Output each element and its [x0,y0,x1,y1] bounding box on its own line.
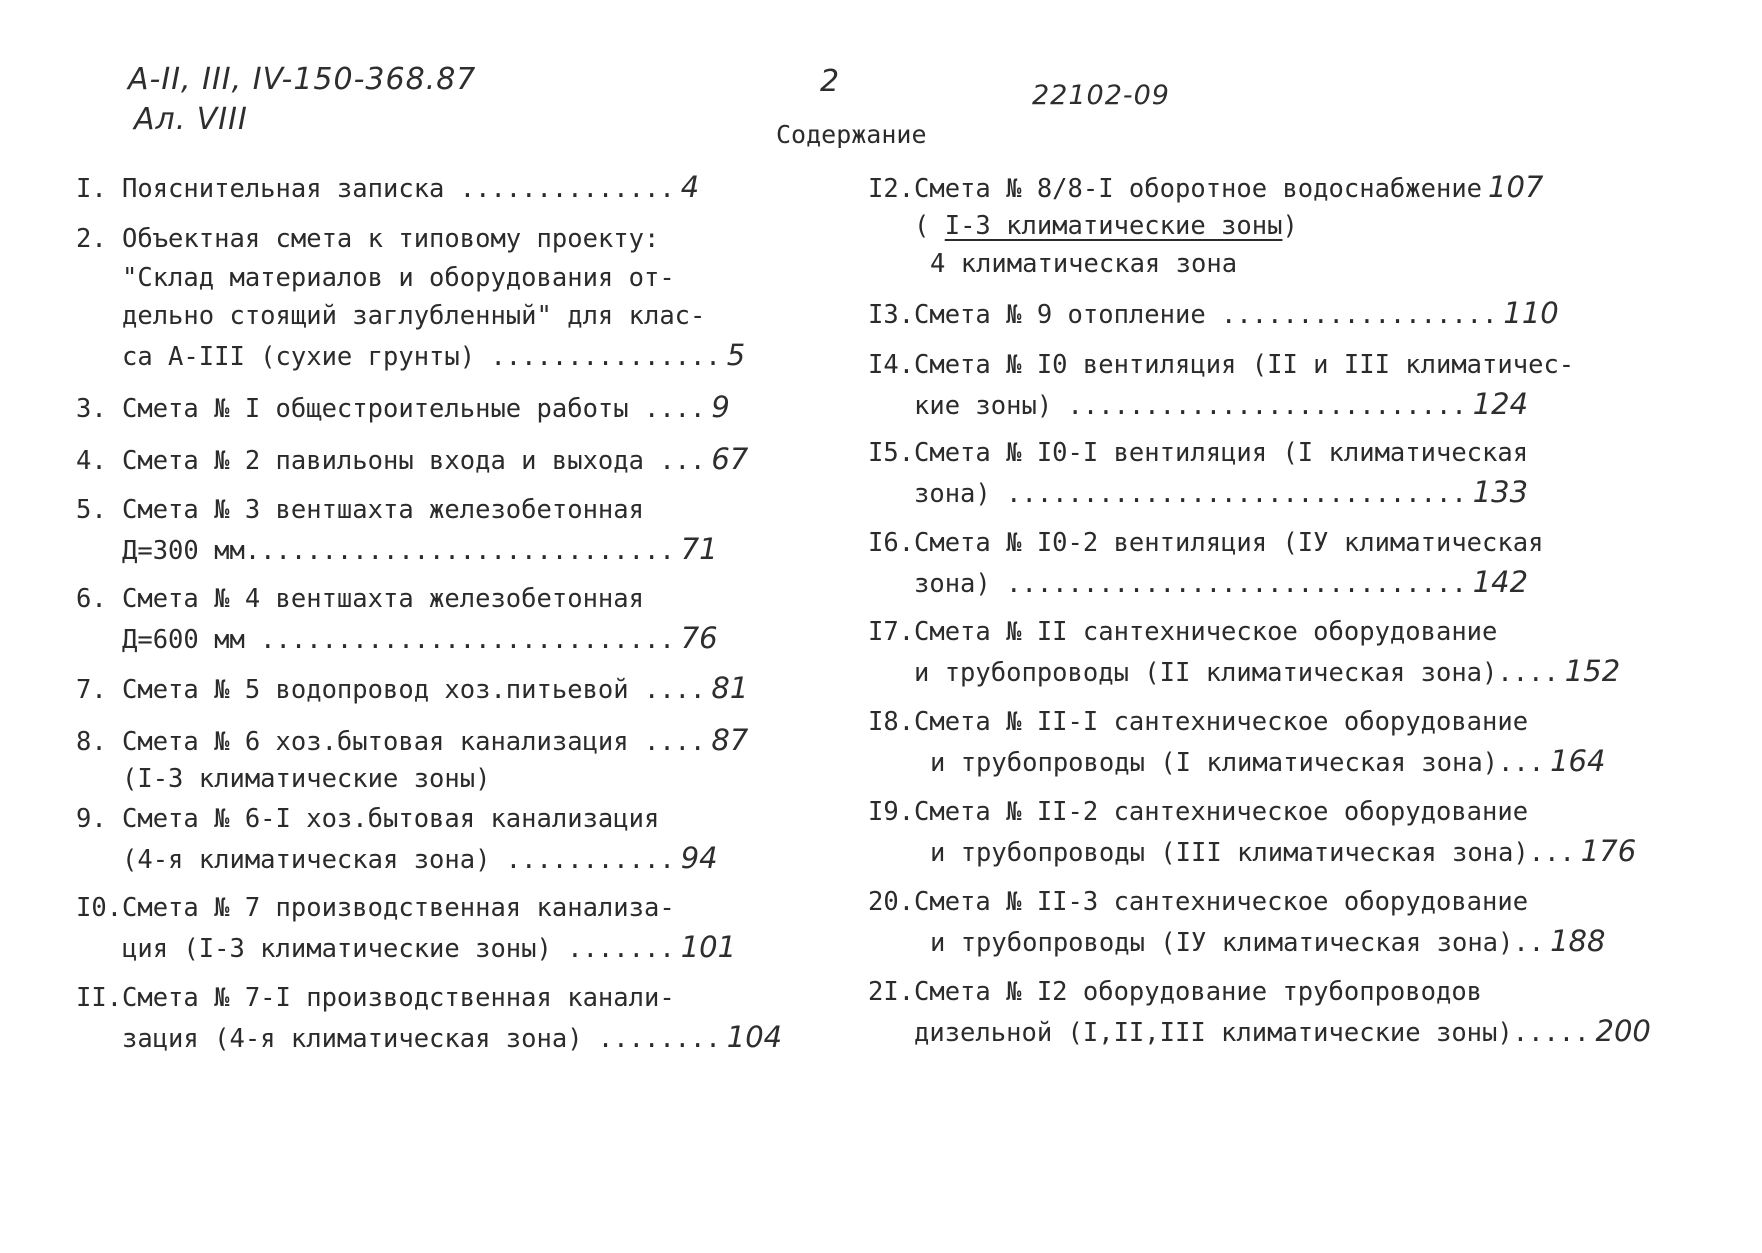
toc-entry-12: I2.Смета № 8/8-I оборотное водоснабжение 107 ( I-3 климатические зоны) 4 климатическая зона [868,170,1544,279]
toc-entry-16: I6.Смета № I0-2 вентиляция (IУ климатическая зона) .............................. 142 [868,528,1544,599]
toc-page-ref: 76 [680,620,718,655]
page-title: Содержание [776,120,927,149]
toc-page-ref: 9 [711,390,730,424]
toc-entry-4: 4. Смета № 2 павильоны входа и выхода ... 67 [76,442,749,476]
toc-page-ref: 87 [711,723,749,757]
toc-entry-10: I0.Смета № 7 производственная канализа- ция (I-3 климатические зоны) ....... 101 [76,893,737,964]
toc-entry-15: I5.Смета № I0-I вентиляция (I климатическая зона) .............................. 133 [868,438,1529,509]
toc-entry-9: 9. Смета № 6-I хоз.бытовая канализация (4-я климатическая зона) ........... 94 [76,804,718,875]
toc-entry-18: I8.Смета № II-I сантехническое оборудование и трубопроводы (I климатическая зона)... 164 [868,707,1606,778]
toc-entry-2: 2. Объектная смета к типовому проекту: "Склад материалов и оборудования от- дельно стоящий заглубленный" для клас- са А-III (сухие грунты) ............... 5 [76,224,746,372]
toc-entry-17: I7.Смета № II сантехническое оборудование и трубопроводы (II климатическая зона).... 152 [868,617,1621,688]
toc-page-ref: 142 [1472,564,1529,599]
toc-page-ref: 107 [1488,170,1544,204]
toc-page-ref: 124 [1472,386,1529,421]
toc-entry-6: 6. Смета № 4 вентшахта железобетонная Д=600 мм ........................... 76 [76,584,718,655]
toc-page-ref: 110 [1503,296,1559,330]
toc-page-ref: 133 [1472,474,1529,509]
toc-page-ref: 176 [1580,833,1637,868]
handwritten-sheet-label: Ал. VIII [134,102,248,137]
toc-entry-1: I. Пояснительная записка .............. 4 [76,170,700,204]
toc-entry-8: 8. Смета № 6 хоз.бытовая канализация .... 87 (I-3 климатические зоны) [76,723,749,794]
toc-entry-3: 3. Смета № I общестроительные работы .... 9 [76,390,730,424]
toc-page-ref: 152 [1564,653,1621,688]
toc-page-ref: 71 [680,531,718,566]
toc-entry-21: 2I.Смета № I2 оборудование трубопроводов дизельной (I,II,III климатические зоны)..... 200 [868,977,1651,1048]
toc-entry-13: I3.Смета № 9 отопление .................. 110 [868,296,1559,330]
toc-page-ref: 67 [711,442,749,476]
toc-entry-14: I4.Смета № I0 вентиляция (II и III климатичес- кие зоны) .......................... 124 [868,350,1575,421]
toc-page-ref: 101 [680,929,737,964]
toc-entry-19: I9.Смета № II-2 сантехническое оборудование и трубопроводы (III климатическая зона)... 176 [868,797,1637,868]
toc-entry-5: 5. Смета № 3 вентшахта железобетонная Д=300 мм............................ 71 [76,495,718,566]
underlined-zone-label: I-3 климатические зоны [944,210,1283,241]
toc-page-ref: 4 [680,170,700,204]
toc-page-ref: 104 [726,1019,783,1054]
document-number: 22102-09 [1032,80,1170,111]
toc-page-ref: 5 [726,337,746,372]
toc-page-ref: 200 [1595,1013,1651,1048]
toc-page-ref: 81 [711,671,749,705]
toc-page-ref: 94 [680,840,718,875]
toc-entry-11: II.Смета № 7-I производственная канали- зация (4-я климатическая зона) ........ 104 [76,983,783,1054]
toc-page-ref: 188 [1550,923,1606,958]
toc-entry-20: 20.Смета № II-3 сантехническое оборудование и трубопроводы (IУ климатическая зона).. 188 [868,887,1606,958]
handwritten-code: А-II, III, IV-150-368.87 [128,62,477,97]
page-number: 2 [820,64,840,99]
toc-entry-7: 7. Смета № 5 водопровод хоз.питьевой .... 81 [76,671,749,705]
toc-page-ref: 164 [1550,743,1606,778]
